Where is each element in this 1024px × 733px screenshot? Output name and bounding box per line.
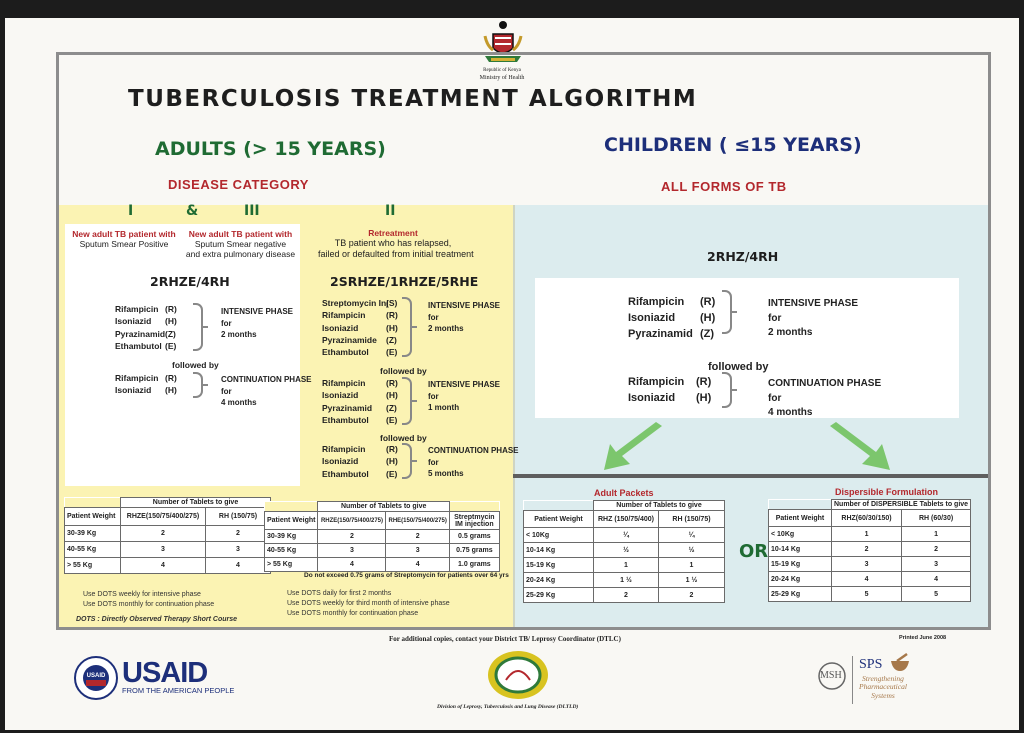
retreatment-dots-notes: Use DOTS daily for first 2 months Use DOTS weekly for third month of intensive phase Use DOTS monthly for continuation phase	[287, 590, 450, 617]
drug-row: Isoniazid (H)	[322, 390, 398, 401]
drug-row: Isoniazid (H)	[628, 311, 716, 324]
adults-heading: ADULTS (> 15 YEARS)	[155, 138, 386, 160]
retreatment-desc2: failed or defaulted from initial treatment	[318, 248, 474, 259]
table-row: 15-19 Kg 3 3	[769, 557, 971, 572]
children-continuation-drugs	[628, 375, 711, 407]
mortar-pestle-icon	[889, 653, 911, 673]
drug-row: Ethambutol (E)	[322, 347, 398, 358]
retreatment-desc1: TB patient who has relapsed,	[334, 238, 452, 249]
msh-label: MSH	[820, 670, 842, 681]
panel-divider	[513, 205, 515, 627]
drug-row: Rifampicin (R)	[322, 444, 398, 454]
streptomycin-warning: Do not exceed 0.75 grams of Streptomycin for patients over 64 yrs	[304, 572, 509, 579]
division-label: Division of Leprosy, Tuberculosis and Lung Disease (DLTLD)	[437, 704, 579, 710]
arrow-down-left-icon	[600, 420, 670, 475]
retreatment-phase3-label: CONTINUATION PHASE for 5 months	[428, 446, 519, 479]
retreatment-phase1-label: INTENSIVE PHASE for 2 months	[428, 301, 501, 334]
brace	[402, 377, 412, 425]
disease-category-label: DISEASE CATEGORY	[168, 177, 309, 192]
usaid-seal-text: USAID	[86, 673, 106, 679]
adult-packets-title: Adult Packets	[594, 488, 654, 498]
cat-i-iii-box	[65, 224, 300, 486]
brace	[722, 290, 732, 334]
brace	[402, 443, 412, 479]
table-row: < 10Kg 1 1	[769, 527, 971, 542]
adult-intensive-phase: INTENSIVE PHASE for 2 months	[221, 307, 294, 340]
retreatment-followed-by-1: followed by	[380, 366, 427, 376]
category-ii: II	[385, 203, 396, 219]
drug-row: Rifampicin (R)	[628, 296, 716, 308]
drug-row: Pyrazinamide (Z)	[322, 334, 397, 345]
adult-continuation-phase: CONTINUATION PHASE for 4 months	[221, 375, 312, 408]
col-b-title: New adult TB patient with	[188, 229, 293, 239]
drug-row: Ethambutol (E)	[322, 468, 398, 479]
table-row: 20-24 Kg 4 4	[769, 572, 971, 587]
table-caption: Number of Tablets to give	[318, 502, 449, 512]
drug-row: Ethambutol (E)	[115, 340, 177, 351]
adult-regimen: 2RHZE/4RH	[150, 274, 230, 289]
retreatment-phase2-drugs	[322, 377, 398, 426]
drug-row: Ethambutol (E)	[322, 414, 398, 425]
drug-row: Rifampicin (R)	[115, 304, 177, 314]
brace	[722, 372, 732, 408]
table-caption: Number of Tablets to give	[121, 498, 271, 508]
children-regimen-box	[535, 278, 959, 418]
category-amp: &	[186, 203, 199, 219]
table-row: 30-39 Kg 2 2 0.5 grams	[265, 530, 500, 544]
dispersible-table: Number of DISPERSIBLE Tablets to give Patient Weight RHZ(60/30/150) RH (60/30) < 10Kg 1 1 10-14 Kg 2 2 15-19 Kg 3 3 20-24 Kg 4 4 25-29 Kg 5 5	[768, 499, 971, 602]
children-continuation-phase: CONTINUATION PHASE for 4 months	[768, 378, 882, 418]
page-title: TUBERCULOSIS TREATMENT ALGORITHM	[128, 86, 698, 112]
dltld-logo-icon	[484, 648, 552, 702]
children-intensive-drugs	[628, 295, 715, 343]
table-caption: Number of DISPERSIBLE Tablets to give	[832, 500, 971, 510]
adult-dots-notes: Use DOTS weekly for intensive phase Use DOTS monthly for continuation phase	[83, 591, 215, 608]
drug-row: Rifampicin (R)	[115, 373, 177, 383]
drug-row: Isoniazid (H)	[115, 385, 177, 396]
table-row: 10-14 Kg ½ ½	[524, 543, 725, 558]
retreatment-phase3-drugs	[322, 443, 398, 480]
retreatment-followed-by-2: followed by	[380, 433, 427, 443]
usaid-seal-icon	[74, 656, 118, 700]
all-forms-label: ALL FORMS OF TB	[661, 179, 787, 194]
logo-divider	[852, 656, 853, 704]
adult-dose-table: Number of Tablets to give Patient Weight RHZE(150/75/400/275) RH (150/75) 30-39 Kg 2 2 40-55 Kg 3 3 > 55 Kg 4 4	[64, 497, 271, 574]
sps-label: SPS	[859, 657, 883, 672]
category-iii: III	[244, 203, 260, 219]
table-row: 40-55 Kg 3 3 0.75 grams	[265, 544, 500, 558]
adult-continuation-drugs	[115, 372, 177, 397]
dots-definition: DOTS : Directly Observed Therapy Short Course	[76, 616, 238, 623]
drug-row: Streptomycin Inj(S)	[322, 298, 398, 308]
table-row: 20-24 Kg 1 ½ 1 ½	[524, 573, 725, 588]
table-row: 25-29 Kg 2 2	[524, 588, 725, 603]
children-regimen: 2RHZ/4RH	[707, 249, 779, 264]
children-heading: CHILDREN ( ≤15 YEARS)	[604, 134, 862, 156]
category-i: I	[128, 203, 134, 219]
col-a-sub: Sputum Smear Positive	[79, 239, 169, 250]
dispersible-title: Dispersible Formulation	[835, 487, 939, 497]
drug-row: Isoniazid (H)	[322, 456, 398, 467]
table-row: > 55 Kg 4 4 1.0 grams	[265, 558, 500, 572]
arrow-down-right-icon	[822, 420, 894, 475]
table-row: < 10Kg ¼ ¼	[524, 528, 725, 543]
drug-row: Isoniazid (H)	[628, 391, 712, 404]
table-row: 15-19 Kg 1 1	[524, 558, 725, 573]
contact-note: For additional copies, contact your District TB/ Leprosy Coordinator (DTLC)	[389, 635, 621, 643]
col-b-sub2: and extra pulmonary disease	[185, 249, 296, 260]
retreatment-phase2-label: INTENSIVE PHASE for 1 month	[428, 380, 501, 413]
adult-followed-by: followed by	[172, 360, 219, 370]
col-a-title: New adult TB patient with	[72, 229, 176, 239]
table-row: 25-29 Kg 5 5	[769, 587, 971, 602]
retreatment-regimen: 2SRHZE/1RHZE/5RHE	[330, 274, 479, 289]
drug-row: Pyrazinamid (Z)	[322, 402, 397, 413]
retreatment-phase1-drugs	[322, 297, 398, 359]
sps-tagline: Strengthening Pharmaceutical Systems	[859, 674, 907, 700]
children-divider	[513, 474, 988, 478]
brace	[402, 297, 412, 357]
brace	[193, 303, 203, 351]
drug-row: Isoniazid (H)	[115, 316, 177, 327]
drug-row: Pyrazinamid(Z)	[115, 328, 176, 339]
table-row: 40-55 Kg 3 3	[65, 542, 271, 558]
retreatment-dose-table: Number of Tablets to give Patient Weight RHZE(150/75/400/275) RHE(150/75/400/275) Streptmycin IM injection 30-39 Kg 2 2 0.5 grams 40-55 Kg 3 3 0.75 grams > 55 Kg 4 4 1.0 grams	[264, 501, 500, 572]
or-label: OR	[739, 541, 769, 562]
republic-label: Republic of Kenya	[483, 68, 521, 73]
children-followed-by: followed by	[708, 361, 769, 373]
table-caption: Number of Tablets to give	[594, 501, 725, 511]
brace	[193, 372, 203, 398]
col-b-sub1: Sputum Smear negative	[194, 239, 287, 250]
printed-date: Printed June 2008	[899, 635, 947, 641]
retreatment-title: Retreatment	[368, 228, 418, 238]
drug-row: Rifampicin (R)	[628, 376, 712, 388]
children-intensive-phase: INTENSIVE PHASE for 2 months	[768, 298, 859, 338]
table-row: 10-14 Kg 2 2	[769, 542, 971, 557]
usaid-name: USAID	[122, 657, 208, 689]
table-row: > 55 Kg 4 4	[65, 558, 271, 574]
drug-row: Rifampicin (R)	[322, 310, 398, 321]
table-row: 30-39 Kg 2 2	[65, 526, 271, 542]
adult-intensive-drugs	[115, 303, 177, 352]
drug-row: Pyrazinamid (Z)	[628, 327, 715, 340]
adult-packets-table: Number of Tablets to give Patient Weight RHZ (150/75/400) RH (150/75) < 10Kg ¼ ¼ 10-14 Kg ½ ½ 15-19 Kg 1 1 20-24 Kg 1 ½ 1 ½ 25-29 Kg 2 2	[523, 500, 725, 603]
usaid-tagline: FROM THE AMERICAN PEOPLE	[122, 686, 235, 695]
ministry-label: Ministry of Health	[479, 75, 525, 81]
drug-row: Rifampicin (R)	[322, 378, 398, 388]
drug-row: Isoniazid (H)	[322, 322, 398, 333]
